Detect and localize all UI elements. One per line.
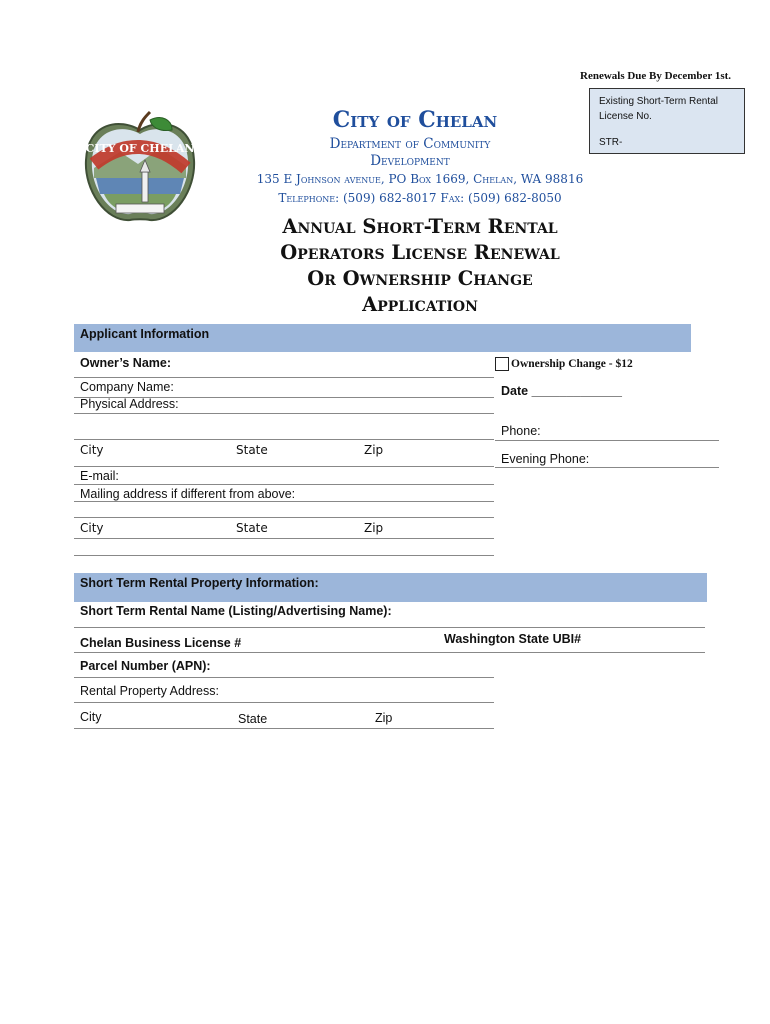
email-field[interactable] [74, 484, 494, 485]
apple-logo-icon [80, 108, 200, 228]
business-license-field[interactable] [74, 652, 705, 653]
applicant-section-header [74, 324, 691, 352]
rental-city-label: City [80, 710, 102, 724]
mailing-address-field[interactable] [74, 501, 494, 502]
mailing-address-line-2-field[interactable] [74, 517, 494, 518]
mailing-city-label: City [80, 521, 104, 535]
mailing-state-label: State [236, 521, 268, 535]
city-logo [80, 108, 200, 228]
applicant-section-label: Applicant Information [80, 327, 210, 341]
department-line1: Department of Community [329, 136, 491, 152]
license-box-label: Existing Short-Term Rental License No. [599, 96, 718, 122]
city-title: City of Chelan [332, 107, 498, 133]
rental-name-label: Short Term Rental Name (Listing/Advertising Name): [80, 604, 392, 618]
phone-field[interactable] [495, 440, 719, 441]
license-box-prefix: STR- [599, 137, 623, 148]
rental-name-field[interactable] [74, 627, 705, 628]
phone-label: Phone: [501, 424, 541, 438]
renewals-note: Renewals Due By December 1st. [580, 70, 732, 82]
owners-name-field[interactable] [74, 377, 494, 378]
ubi-label: Washington State UBI# [444, 632, 582, 646]
rental-zip-label: Zip [375, 711, 393, 725]
city-state-zip-field[interactable] [74, 466, 494, 467]
department-line2: Development [370, 153, 450, 169]
rental-address-field[interactable] [74, 702, 494, 703]
form-title [210, 214, 630, 318]
physical-address-label: Physical Address: [80, 397, 179, 411]
ownership-change-label: Ownership Change - $12 [511, 358, 633, 370]
parcel-number-label: Parcel Number (APN): [80, 659, 211, 673]
address-line: 135 E Johnson avenue, PO Box 1669, Chelan, WA 98816 [256, 172, 584, 186]
rental-city-state-zip-field[interactable] [74, 728, 494, 729]
logo-text: CITY OF CHELAN [85, 142, 195, 155]
mailing-city-state-zip-field[interactable] [74, 538, 494, 539]
mailing-zip-label: Zip [364, 521, 384, 535]
business-license-label: Chelan Business License # [80, 636, 242, 650]
physical-address-field[interactable] [74, 413, 494, 414]
title-line3: Or Ownership Change [307, 267, 533, 290]
title-line1: Annual Short-Term Rental [282, 215, 558, 238]
title-line4: Application [362, 293, 478, 316]
rental-state-label: State [238, 712, 268, 726]
state-label: State [236, 443, 268, 457]
address-line-2-field[interactable] [74, 439, 494, 440]
mailing-extra-field[interactable] [74, 555, 494, 556]
title-line2: Operators License Renewal [280, 241, 560, 264]
date-field[interactable]: Date _____________ [501, 384, 622, 398]
email-label: E-mail: [80, 469, 119, 483]
telephone-line: Telephone: (509) 682-8017 Fax: (509) 682-8050 [278, 191, 562, 205]
zip-label: Zip [364, 443, 384, 457]
owners-name-label: Owner’s Name: [80, 356, 172, 370]
evening-phone-field[interactable] [495, 467, 719, 468]
city-label: City [80, 443, 104, 457]
existing-license-box[interactable] [589, 88, 745, 154]
mailing-address-label: Mailing address if different from above: [80, 487, 296, 501]
property-section-label: Short Term Rental Property Information: [80, 576, 319, 590]
company-name-label: Company Name: [80, 380, 174, 394]
ownership-change-checkbox[interactable] [495, 357, 509, 371]
evening-phone-label: Evening Phone: [501, 452, 590, 466]
parcel-number-field[interactable] [74, 677, 494, 678]
rental-address-label: Rental Property Address: [80, 684, 219, 698]
property-section-header [74, 573, 707, 602]
department-name [270, 136, 550, 170]
